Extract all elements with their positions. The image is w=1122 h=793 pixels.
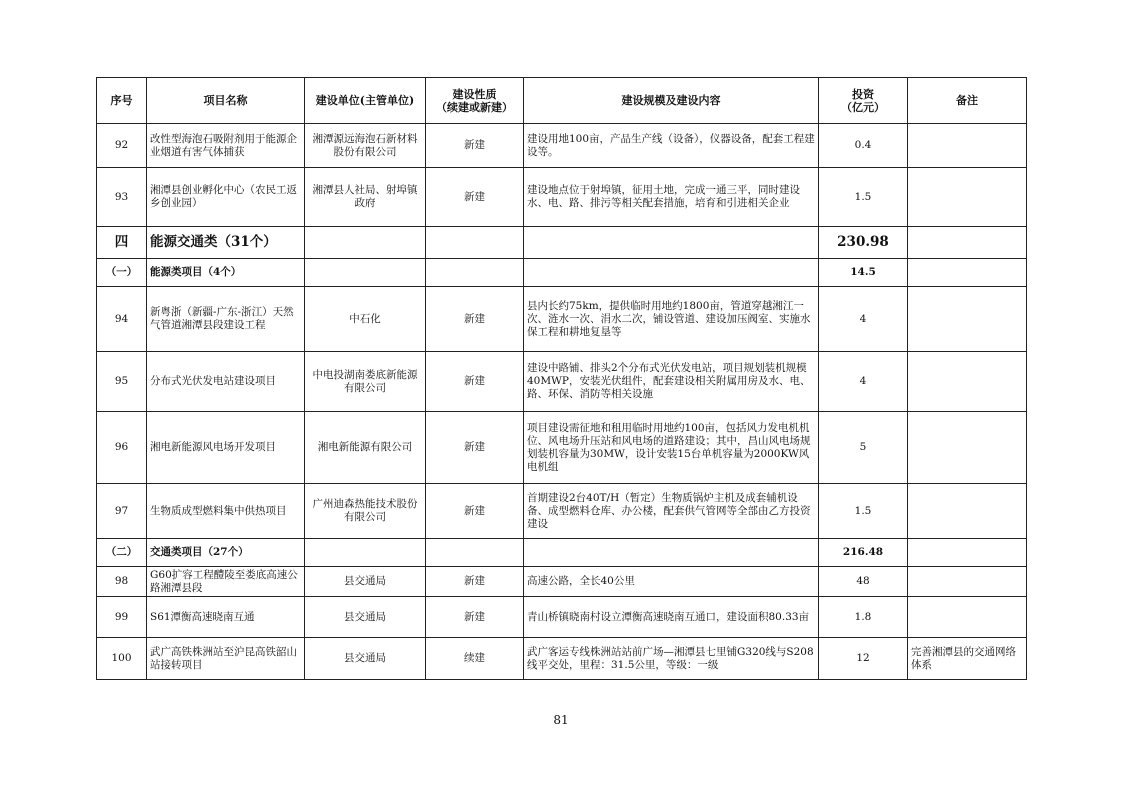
cell-no: 92 xyxy=(97,124,147,168)
cell-invest: 5 xyxy=(819,412,908,484)
cell-unit: 湘潭县人社局、射埠镇政府 xyxy=(305,168,426,227)
cell-scale: 建设用地100亩，产品生产线（设备），仪器设备，配套工程建设等。 xyxy=(524,124,819,168)
cell-name: 新粤浙（新疆-广东-浙江）天然气管道湘潭县段建设工程 xyxy=(147,287,305,352)
cell-name: 武广高铁株洲站至沪昆高铁韶山站接转项目 xyxy=(147,638,305,680)
cell-invest: 1.5 xyxy=(819,484,908,539)
table-row xyxy=(97,412,1027,484)
header-row xyxy=(97,78,1027,124)
empty-cell xyxy=(524,227,819,259)
cell-no: 96 xyxy=(97,412,147,484)
page-number: 81 xyxy=(553,713,569,727)
project-table xyxy=(96,77,1027,680)
cell-unit: 湘电新能源有限公司 xyxy=(305,412,426,484)
header-no: 序号 xyxy=(97,78,147,124)
empty-cell xyxy=(908,227,1027,259)
header-scale: 建设规模及建设内容 xyxy=(524,78,819,124)
cell-remark xyxy=(908,484,1027,539)
cell-remark xyxy=(908,597,1027,638)
empty-cell xyxy=(426,227,524,259)
cell-unit: 中石化 xyxy=(305,287,426,352)
header-invest-line2: （亿元） xyxy=(841,100,885,114)
cell-invest: 48 xyxy=(819,567,908,597)
empty-cell xyxy=(426,259,524,287)
cell-remark xyxy=(908,352,1027,412)
cell-unit: 广州迪森热能技术股份有限公司 xyxy=(305,484,426,539)
header-nature xyxy=(426,78,524,124)
empty-cell xyxy=(305,227,426,259)
cell-no: 99 xyxy=(97,597,147,638)
header-nature-line2: （续建或新建） xyxy=(436,100,513,114)
table-row xyxy=(97,484,1027,539)
header-invest xyxy=(819,78,908,124)
cell-remark xyxy=(908,287,1027,352)
cell-nature: 新建 xyxy=(426,287,524,352)
cell-unit: 县交通局 xyxy=(305,567,426,597)
cell-nature: 新建 xyxy=(426,352,524,412)
cell-scale: 建设地点位于射埠镇，征用土地，完成一通三平，同时建设水、电、路、排污等相关配套措施，培育和引进相关企业 xyxy=(524,168,819,227)
header-invest-line1: 投资 xyxy=(852,87,874,101)
cell-scale: 高速公路，全长40公里 xyxy=(524,567,819,597)
cell-unit: 县交通局 xyxy=(305,638,426,680)
empty-cell xyxy=(524,539,819,567)
cell-no: 97 xyxy=(97,484,147,539)
empty-cell xyxy=(426,539,524,567)
cell-invest: 4 xyxy=(819,287,908,352)
cell-unit: 中电投湖南娄底新能源有限公司 xyxy=(305,352,426,412)
cell-unit: 湘潭源远海泡石新材料股份有限公司 xyxy=(305,124,426,168)
cell-nature: 新建 xyxy=(426,597,524,638)
cell-unit: 县交通局 xyxy=(305,597,426,638)
table-row xyxy=(97,567,1027,597)
section-title: 能源交通类（31个） xyxy=(147,227,305,259)
cell-scale: 县内长约75km，提供临时用地约1800亩，管道穿越湘江一次、涟水一次、涓水二次，铺设管道、建设加压阀室、实施水保工程和耕地复垦等 xyxy=(524,287,819,352)
table-row xyxy=(97,124,1027,168)
table-row xyxy=(97,597,1027,638)
cell-nature: 新建 xyxy=(426,567,524,597)
subsection-invest: 14.5 xyxy=(819,259,908,287)
empty-cell xyxy=(524,259,819,287)
subsection-no: （二） xyxy=(97,539,147,567)
table-row xyxy=(97,287,1027,352)
table-row xyxy=(97,168,1027,227)
cell-remark xyxy=(908,567,1027,597)
cell-remark xyxy=(908,168,1027,227)
cell-invest: 1.5 xyxy=(819,168,908,227)
cell-scale: 青山桥镇晓南村设立潭衡高速晓南互通口，建设面积80.33亩 xyxy=(524,597,819,638)
header-remark: 备注 xyxy=(908,78,1027,124)
cell-scale: 建设中路铺、排头2个分布式光伏发电站，项目规划装机规模40MWP，安装光伏组件，配套建设相关附属用房及水、电、路、环保、消防等相关设施 xyxy=(524,352,819,412)
cell-no: 94 xyxy=(97,287,147,352)
cell-name: 生物质成型燃料集中供热项目 xyxy=(147,484,305,539)
cell-name: S61潭衡高速晓南互通 xyxy=(147,597,305,638)
header-nature-line1: 建设性质 xyxy=(452,87,497,101)
cell-scale: 首期建设2台40T/H（暂定）生物质锅炉主机及成套辅机设备、成型燃料仓库、办公楼，配套供气管网等全部由乙方投资建设 xyxy=(524,484,819,539)
empty-cell xyxy=(908,259,1027,287)
cell-no: 98 xyxy=(97,567,147,597)
cell-nature: 新建 xyxy=(426,412,524,484)
table-row xyxy=(97,638,1027,680)
table-row xyxy=(97,352,1027,412)
subsection-invest: 216.48 xyxy=(819,539,908,567)
subsection-row xyxy=(97,539,1027,567)
header-name: 项目名称 xyxy=(147,78,305,124)
empty-cell xyxy=(305,539,426,567)
subsection-title: 交通类项目（27个） xyxy=(147,539,305,567)
cell-no: 100 xyxy=(97,638,147,680)
subsection-title: 能源类项目（4个） xyxy=(147,259,305,287)
cell-invest: 0.4 xyxy=(819,124,908,168)
cell-no: 95 xyxy=(97,352,147,412)
cell-nature: 续建 xyxy=(426,638,524,680)
cell-scale: 武广客运专线株洲站站前广场—湘潭县七里铺G320线与S208线平交处，里程：31.5公里，等级：一级 xyxy=(524,638,819,680)
cell-no: 93 xyxy=(97,168,147,227)
cell-remark xyxy=(908,412,1027,484)
header-unit: 建设单位(主管单位) xyxy=(305,78,426,124)
section-row xyxy=(97,227,1027,259)
empty-cell xyxy=(908,539,1027,567)
cell-scale: 项目建设需征地和租用临时用地约100亩，包括风力发电机机位、风电场升压站和风电场的道路建设；其中，昌山风电场规划装机容量为30MW，设计安装15台单机容量为2000KW风电机组 xyxy=(524,412,819,484)
cell-nature: 新建 xyxy=(426,484,524,539)
section-no: 四 xyxy=(97,227,147,259)
cell-name: 湘电新能源风电场开发项目 xyxy=(147,412,305,484)
cell-invest: 1.8 xyxy=(819,597,908,638)
subsection-row xyxy=(97,259,1027,287)
cell-nature: 新建 xyxy=(426,168,524,227)
cell-invest: 4 xyxy=(819,352,908,412)
cell-name: 湘潭县创业孵化中心（农民工返乡创业园） xyxy=(147,168,305,227)
cell-name: 分布式光伏发电站建设项目 xyxy=(147,352,305,412)
cell-name: G60扩容工程醴陵至娄底高速公路湘潭县段 xyxy=(147,567,305,597)
section-invest: 230.98 xyxy=(819,227,908,259)
cell-remark xyxy=(908,124,1027,168)
cell-name: 改性型海泡石吸附剂用于能源企业烟道有害气体捕获 xyxy=(147,124,305,168)
subsection-no: （一） xyxy=(97,259,147,287)
empty-cell xyxy=(305,259,426,287)
cell-remark: 完善湘潭县的交通网络体系 xyxy=(908,638,1027,680)
cell-invest: 12 xyxy=(819,638,908,680)
cell-nature: 新建 xyxy=(426,124,524,168)
